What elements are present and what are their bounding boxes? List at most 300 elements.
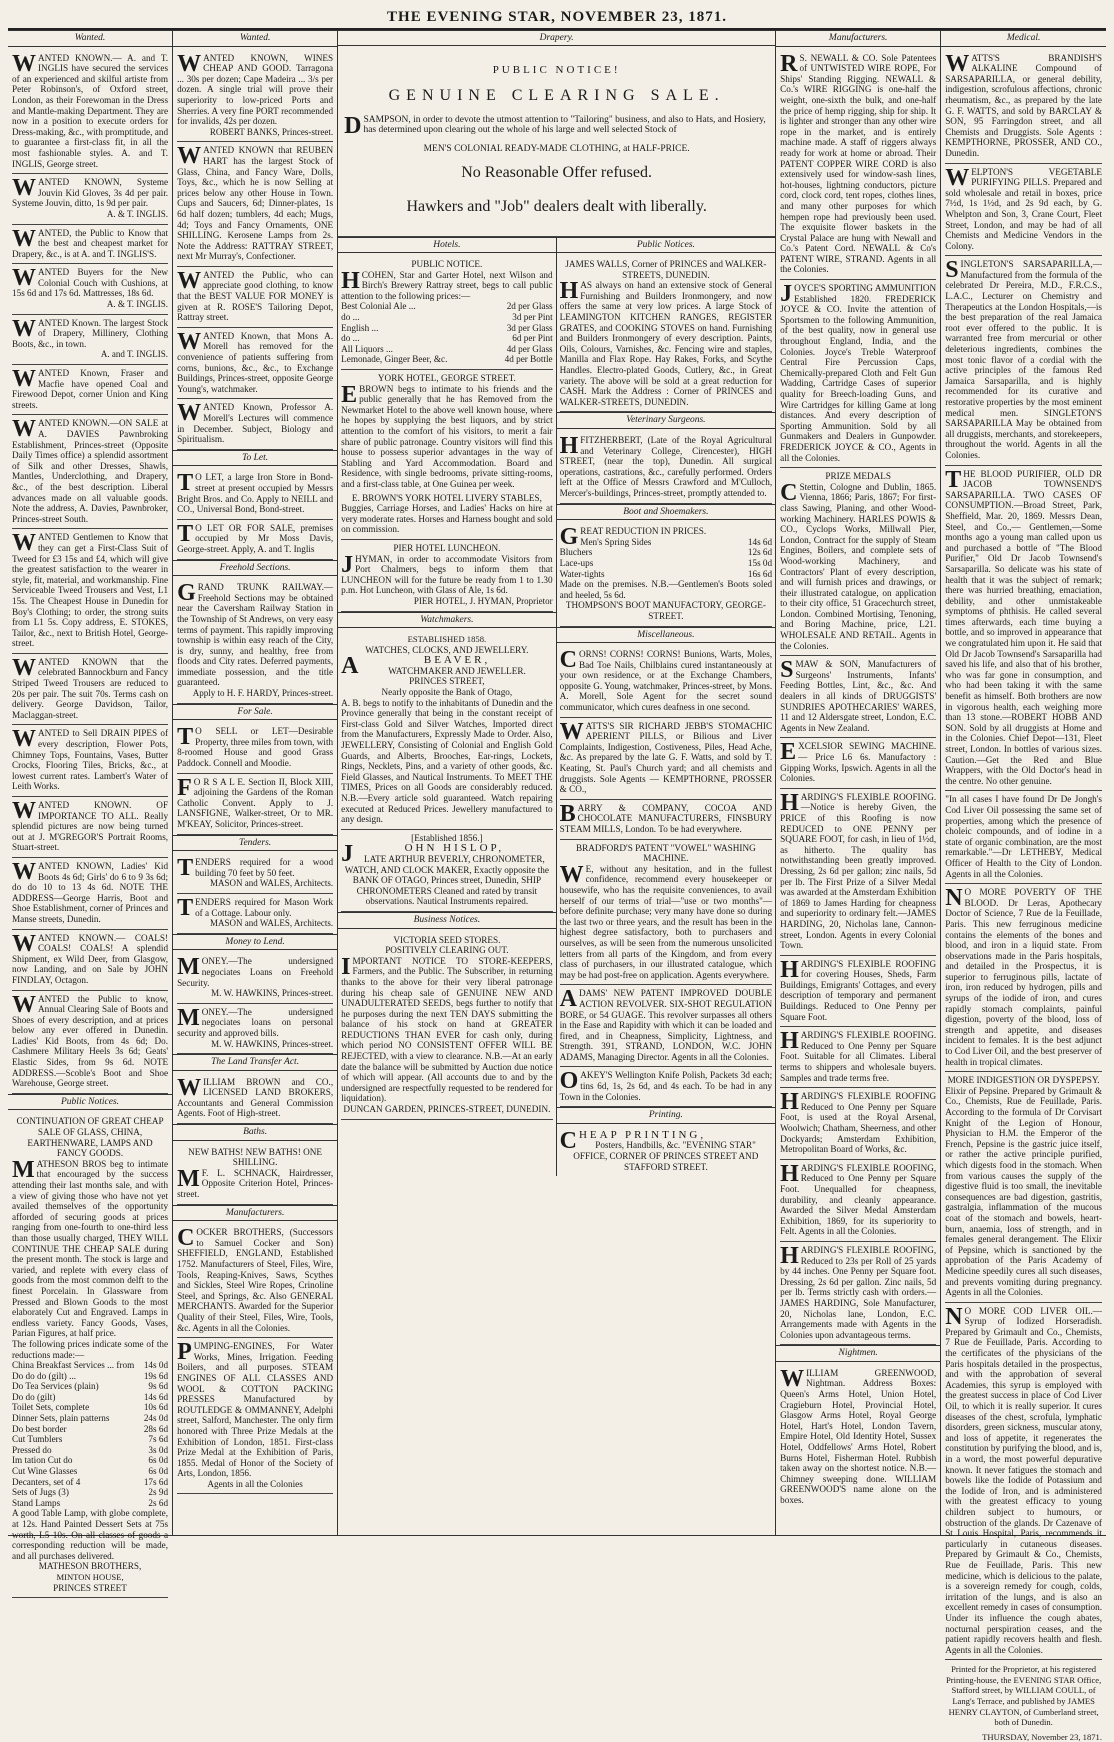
tender-ad xyxy=(177,854,333,894)
freehold-ad xyxy=(177,579,333,704)
ad-text: ANTED to Sell DRAIN PIPES of every description, Flower Pots, Chimney Tops, Fountains, Vases, Butter Crocks, Flooring Tiles, Bricks, &c., at lowest current rates. Lambert's Water of Leith Works. xyxy=(12,728,169,792)
ad-text: S. NEWALL & CO. Sole Patentees of UNTWISTED WIRE ROPE, For Ships' Standing Rigging. NEWALL & Co.'s WIRE RIGGING is one-half the weight, one-sixth the bulk, and one-half the price of hemp rigging, ship for ship. It is lighter and stronger than any other wire rope in the market, and is entirely machine made. A staff of riggers always ready for work at home or abroad. Their PATENT COPPER WIRE CORD is also extensively used for window-sash lines, hot-houses, lightning conductors, picture cord, clock cord, tent ropes, clothes lines, and many other purposes for which hempen rope had previously been used. The exquisite flower baskets in the Crystal Palace are hung with Newall and Co.'s Patent Cord. NEWALL & Co's PATENT WIRE, STRAND. Agents in all the Colonies. xyxy=(780,52,937,275)
section-heading: Watchmakers. xyxy=(337,612,557,629)
price-row xyxy=(560,558,773,569)
price-value: 4d per Glass xyxy=(506,343,553,354)
wanted-ad xyxy=(12,654,168,726)
drop-cap: N xyxy=(945,885,963,912)
price-value: 19s 6d xyxy=(143,1370,169,1381)
price-value: 3s 0d xyxy=(148,1444,169,1455)
ad-headline: PUBLIC NOTICE. xyxy=(411,259,483,270)
drop-cap: W xyxy=(177,328,202,355)
drop-cap: H xyxy=(780,1160,799,1187)
ad-text: A. B. begs to notify to the inhabitants of Dunedin and the Province generally that being in the constant receipt of First-class Gold and Silver Watches, Imported direct from the Manufacturers, Expressly Made to Order. Also, JEWELLERY, Consisting of Colonial and English Gold Guards, and Alberts, Brooches, Ear-rings, Lockets, Rings, Necklets, Pins, and a variety of other goods, &c. Field Glasses, and Nautical Instruments. To MEET THE TIMES, Prices on all Goods are considerably reduced. N.B.—Every article sold guaranteed. Watch repairing executed at Reduced Prices. Jewellery manufactured to any design. xyxy=(341,697,553,825)
wanted-ad xyxy=(12,725,168,797)
ad-text: HE BLOOD PURIFIER, OLD DR JACOB TOWNSEND'S SARSAPARILLA. TWO CASES OF CONSUMPTION.—Broad Street, Park, Sheffield, Mar. 20, 1869. Messrs Dean, Steel, and Co.,— Gentlemen,—Some months ago a young man called upon us and purchased a bottle of "The Blood Purifier," Old Dr Jacob Townsend's Sarsaparilla. So delicate was his state of health that it was the subject of remark; there was hurried breathing, emaciation, debility, and other unmistakeable symptoms of phthisis. He called several times afterwards, each time buying a bottle, and so improved in appearance that we congratulated him upon it. He said that Old Dr Jacob Townsend's Sarsaparilla had saved his life, and also that of his brother, who was far gone in consumption, and who had been taking it with the same benefit as himself. Both brothers are now in vigorous health, each weighing more than 13 stone.—ROBERT HOBB AND SON. Sold by all druggists at Home and in the Colonies. Chief Depot—131, Fleet street, London. In bottles of various sizes. Caution.—Get the Red and Blue Wrappers, with the Old Doctor's head in the centre. No other genuine. xyxy=(945,468,1102,786)
drop-cap: G xyxy=(559,524,579,551)
ad-text: MAW & SON, Manufacturers of Surgeons' Instruments, Infants' Feeding Bottles, Lint, &c., &c. And dealers in all kinds of DRUGGISTS' SUNDRIES APOTHECARIES' WARES, 11 and 12 Aldersgate street, London, E.C. Agents in New Zealand. xyxy=(780,659,937,733)
price-row xyxy=(12,1445,168,1456)
column-6 xyxy=(941,30,1106,1742)
drop-cap: C xyxy=(559,647,577,674)
ad-text: ANTED Buyers for the New Colonial Couch with Cushions, at 15s 6d and 17s 6d. Mattresses, 18s 6d. xyxy=(12,267,169,299)
drop-cap: D xyxy=(344,112,362,139)
drop-cap: F xyxy=(177,774,192,801)
price-value: 24s 0d xyxy=(143,1413,169,1424)
ad-text: Posters, Handbills, &c. "EVENING STAR" OFFICE, CORNER OF PRINCES STREET AND STAFFORD STREET. xyxy=(573,1140,759,1172)
drop-cap: B xyxy=(559,800,576,827)
price-row xyxy=(560,569,773,580)
washing-machine-ad xyxy=(560,840,773,986)
drop-cap: T xyxy=(177,855,194,882)
ad-text: O MORE POVERTY OF THE BLOOD. Dr Leras, Apothecary Doctor of Science, 7 Rue de la Feuillade, Paris. This new ferruginous medicine contains the elements of the bones and blood, and iron in a liquid state. From observations made in the Paris hospitals, and detailed in the Prospectus, it is superior to ferruginous pills, lactate of iron, iron reduced by hydrogen, pills and syrups of the iodide of iron, and cures rapidly stomach complaints, painful digestion, poverty of the blood, loss of strength and appetite, and diseases incident to females. It is the best adjunct to Cod Liver Oil, and the best preserver of health in tropical climates. xyxy=(945,887,1102,1067)
section-heading: Nightmen. xyxy=(776,1345,940,1362)
harding2-ad xyxy=(780,956,936,1028)
price-item: Toilet Sets, complete xyxy=(12,1402,90,1413)
ad-signature: A. & T. INGLIS. xyxy=(106,208,169,219)
ad-signature: MINTON HOUSE, xyxy=(56,1571,124,1582)
ad-headline: ESTABLISHED 1858. xyxy=(407,634,487,645)
ad-text: COHEN, Star and Garter Hotel, next Wilson and Birch's Brewery Rattray street, begs to call public attention to the following prices:— xyxy=(341,269,553,301)
price-row xyxy=(12,1455,168,1466)
ad-text: A good Table Lamp, with globe complete, at 12s. Hand Painted Dessert Sets at 75s worth, L5 10s. On all classes of goods a corresponding reduction will be made, and all purchases delivered. xyxy=(12,1508,169,1561)
ad-text: ANTED the Public, who can appreciate good clothing, to know that the BEST VALUE FOR MONEY is given at R. ROSE'S Tailoring Depot, Rattray street. xyxy=(177,269,334,323)
price-row xyxy=(560,547,773,558)
ad-text: ARDING'S FLEXIBLE ROOFING. Reduced to One Penny per Square Foot. Suitable for all Climates. Liberal terms to shippers and wholesale buyers. Samples and trade terms free. xyxy=(780,1030,937,1083)
price-value: 7s 6d xyxy=(148,1434,169,1445)
price-item: All Liquors ... xyxy=(341,343,393,354)
wanted-ad xyxy=(12,797,168,858)
ad-text: ARDING'S FLEXIBLE ROOFING, Reduced to One Penny per Square Foot. Unequalled for cheapness, durability, and cleanly appearance. Awarded the Silver Medal Amsterdam Exhibition, 1869, for its superiority to Felt. Agents in all the Colonies. xyxy=(780,1162,937,1237)
beaver-ad xyxy=(341,631,553,830)
ad-signature: DUNCAN GARDEN, PRINCES-STREET, DUNEDIN. xyxy=(343,1104,551,1115)
drop-cap: W xyxy=(12,726,36,753)
ad-text: ARDING'S FLEXIBLE ROOFING for covering Houses, Sheds, Farm Buildings, Emigrants' Cottages, and every description of temporary and permanent Buildings. Reduced to One Penny per Square Foot. xyxy=(780,958,937,1022)
ad-text: ONEY.—The undersigned negociates Loans on Freehold Security. xyxy=(177,956,334,988)
section-heading: Wanted. xyxy=(8,30,172,47)
price-item: Do do do (gilt) ... xyxy=(12,1370,77,1381)
maw-ad xyxy=(780,656,936,738)
masthead: THE EVENING STAR, NOVEMBER 23, 1871. xyxy=(8,6,1106,30)
ad-headline: VICTORIA SEED STORES. xyxy=(393,934,501,945)
ad-headline: [Established 1856.] xyxy=(411,832,483,843)
price-value: 6s 0d xyxy=(148,1466,169,1477)
drop-cap: W xyxy=(177,1074,202,1101)
ad-signature: A. and T. INGLIS. xyxy=(100,349,169,360)
wanted-ad xyxy=(12,315,168,365)
cocker-ad xyxy=(177,1224,333,1338)
ad-text: ANTED KNOWN, WINES CHEAP AND GOOD. Tarragona ... 30s per dozen; Cape Madeira ... 3/s per dozen. A single trial will prove their superiority to low-priced Ports and Sherries. A very fine PORT recommended for invalids, 42s per dozen. xyxy=(177,52,334,127)
walls-ad xyxy=(560,256,773,412)
price-item: do ... xyxy=(341,312,360,323)
price-value: 2s 9d xyxy=(148,1487,169,1498)
ad-text: "In all cases I have found Dr De Jongh's Cod Liver Oil possessing the same set of properties, among which the presence of choleic compounds, and of iodine in a state of organic combination, are the most remarkable."—Dr LETHEBY, Medical Officer of Health to the City of London. Agents in all the Colonies. xyxy=(945,794,1102,879)
ad-text: ANTED KNOWN, Ladies' Kid Boots 4s 6d; Girls' do 6 to 9 3s 6d; do do 10 to 13 4s 6d. NOTE THE ADDRESS—George Harris, Boot and Shoe Establishment, corner of Princes and Manse streets, Dunedin. xyxy=(12,860,169,924)
ad-text: ARDING'S FLEXIBLE ROOFING. —Notice is hereby Given, the PRICE of this Roofing is now REDUCED to ONE PENNY per SQUARE FOOT, for cash, in lieu of 1½d, as hitherto. The quality has notwithstanding been greatly improved. Dressing, 2s 6d per gallon; zinc nails, 5d per lb. The First Prize of a Silver Medal was awarded at the Amsterdam Exhibition of 1869 to James Harding for cheapness and superiority to ordinary felt.—JAMES HARDING, 20, Nicholas lane, Cannon-street, London. Agents in every Colonial Town. xyxy=(780,791,937,951)
continuation-ad xyxy=(12,1113,168,1598)
price-value: 12s 6d xyxy=(747,547,773,558)
ad-signature: ROBERT BANKS, Princes-street. xyxy=(209,126,334,137)
drop-cap: H xyxy=(780,1089,799,1116)
ad-text: ANTED KNOWN that REUBEN HART has the largest Stock of Glass, China, and Fancy Ware, Dolls, Toys, &c., which he is now Selling at prices below any other House in Town. Cups and Saucers, 6d; Dinner-plates, 1s 6d half dozen; tumblers, 4d each; Mugs, 4d; Toys and Fancy Ornaments, ONE SHILLING. Kerosene Lamps from 2s. Note the Address: RATTRAY STREET, next Mr Murray's, Confectioner. xyxy=(177,145,334,262)
pumping-ad xyxy=(177,1338,333,1494)
ad-text: ATTS'S BRANDISH'S ALKALINE Compound of SARSAPARILLA, or general debility, indigestion, scrofulous affections, chronic rheumatism, &c., as prepared by the late G. F. WATTS, and sold by BARCLAY & SON, 95 Farringdon street, and all Chemists and Druggists. Sole Agents : KEMPTHORNE, PROSSER, AND CO., Dunedin. xyxy=(945,52,1102,158)
section-heading: Boot and Shoemakers. xyxy=(556,504,777,521)
ad-signature: PRINCES STREET xyxy=(53,1582,127,1593)
ad-text: FITZHERBERT, (Late of the Royal Agricultural and Veterinary College, Cirencester), HIGH STREET, (near the top), Dunedin. All surgical operations, castrations, &c., carefully performed. Orders left at the Office of Messrs Crawford and M'Culloch, Mercer's-buildings, Princes-street, promptly attended to. xyxy=(559,435,773,498)
ad-text: INGLETON'S SARSAPARILLA,— Manufactured from the formula of the celebrated Dr Pereira, M.D., F.R.C.S., L.A.C., Lecturer on Chemistry and Therapeutics at the London Hospitals,—is the best preparation of the real Jamaica root ever offered to the public. It is warranted free from mercurial or other deleterious ingredients, combines the most tonic flavor of a cordial with the active principles of the famous Red Jamaica Sarsaparilla, and is highly recommended for its curative and restorative properties by the most eminent medical men. SINGLETON'S SARSAPARILLA May be obtained from all druggists, merchants, and storekeepers, throughout the world. Agents in all the Colonies. xyxy=(945,259,1102,460)
printer-note: Printed for the Proprietor, at his registered Printing-house, the EVENING STAR Office, Stafford street, by WILLIAM COULL, of Lang's Terrace, and published by JAMES HENRY CLAYTON, of Cumberland street, both of Dunedin. xyxy=(945,1664,1102,1728)
wanted-ad xyxy=(12,529,168,654)
drop-cap: W xyxy=(945,50,970,77)
price-row xyxy=(341,344,553,355)
boots-ad xyxy=(560,523,773,626)
drop-cap: C xyxy=(559,1127,577,1154)
ad-text: ANTED Known, that Mons A. Morell has removed for the convenience of patients suffering from corns, bunions, &c., &c., to Exchange Buildings, Princes-street, opposite George Young's, watchmaker. xyxy=(177,330,334,394)
price-item: Do best border xyxy=(12,1423,67,1434)
price-item: Lace-ups xyxy=(559,557,594,568)
ad-text: AKEY'S Wellington Knife Polish, Packets 3d each; tins 6d, 1s, 2s 6d, and 4s each. To be had in any Town in the Colonies. xyxy=(559,1070,773,1102)
drop-cap: W xyxy=(177,143,202,170)
drop-cap: W xyxy=(12,858,36,885)
hotel-ad xyxy=(341,256,553,370)
section-heading: Wanted. xyxy=(173,30,337,47)
ad-text: E, without any hesitation, and in the fullest confidence, recommend every housekeeper or housewife, who has the requisite conveniences, to avail herself of our terms of trial—"use or two months"—before definite purchase; very many have done so during the last two or three years, and the result has been in the highest degree satisfactory, both to purchasers and ourselves, as will be seen from the numerous unsolicited letters from all parts of the Kingdom, and from every class of purchasers, in our illustrated catalogue, which may be had post-free on application. Agents everywhere. xyxy=(559,863,773,980)
drop-cap: T xyxy=(177,520,194,547)
drop-cap: W xyxy=(12,225,36,252)
nightman-ad xyxy=(780,1365,936,1510)
price-value: 16s 6d xyxy=(747,568,773,579)
york-hotel-ad xyxy=(341,370,553,540)
ad-text: PRINCES STREET, xyxy=(409,676,485,687)
ad-headline: REAT REDUCTION IN PRICES. xyxy=(580,526,707,537)
to-let-ad xyxy=(177,520,333,560)
wanted-ad xyxy=(12,225,168,265)
singleton-ad xyxy=(945,256,1102,465)
drop-cap: W xyxy=(780,1365,805,1392)
price-item: Bluchers xyxy=(559,547,593,558)
issue-date: THURSDAY, November 23, 1871. xyxy=(982,1731,1102,1742)
ad-text: ANTED KNOWN.— COALS! COALS! COALS! A splendid Shipment, ex Wild Deer, from Glasgow, now Landing, and on Sale by JOHN FINDLAY, Octagon. xyxy=(12,932,169,985)
ad-text: ILLIAM GREENWOOD, Nightman. Address Boxes: Queen's Arms Hotel, Union Hotel, Cragieburn Hotel, Provincial Hotel, Glasgow Arms Hotel, Royal George Hotel, Hart's Hotel, London Tavern, Empire Hotel, Old Identity Hotel, Sussex Hotel, Oddfellows' Arms Hotel, Robert Burns Hotel, Fisherman Hotel. Rubbish taken away on the shortest notice. N.B.—Chimney sweeping done. WILLIAM GREENWOOD'S name alone on the boxes. xyxy=(780,1367,937,1505)
ad-text: ANTED KNOWN.—ON SALE at A. DAVIES Pawnbroking Establishment, Princes-street (Opposite Daily Times office) a splendid assortment of Silk and other Dresses, Shawls, Mantles, Underclothing, and Drapery, &c., of the best description. Liberal advances made on all valuable goods. Note the address, A. Davies, Pawnbroker, Princes-street South. xyxy=(12,418,169,524)
ad-text: ANTED Gentlemen to Know that they can get a First-Class Suit of Tweed for £3 15s and £4, which will give the greatest satisfaction to the wearer in style, fit, material, and workmanship. Fine Serviceable Tweed Trousers and Vest, L1 15s. The Cheapest House in Dunedin for Boy's Clothing; to order, the strong suits from L1 5s. Copy address, E. STOKES, Tailor, &c., next to British Hotel, George-street. xyxy=(12,532,169,649)
price-item: Do Tea Services (plain) xyxy=(12,1381,99,1392)
drop-cap: J xyxy=(341,841,355,868)
harding4-ad xyxy=(780,1088,936,1160)
ad-text: AS always on hand an extensive stock of General Furnishing and Builders Ironmongery, and now offers the same at very low prices. A large Stock of LEAMINGTON KITCHEN RANGES, REGISTER GRATES, and COOKING STOVES on hand. Furnishing and Builders Ironmongery of every description. Paints, Oils, Colours, Varnishes, &c. Fencing wire and staples, Manilla and Flax Rope. Hay Rakes, Forks, and Scythe Handles. Electro-plated Goods, Cutlery, &c., in Great variety. The above will be sold at a great reduction for CASH. Mark the Address : Corner of PRINCES and WALKER-STREETS, DUNEDIN. xyxy=(559,280,773,407)
section-heading: To Let. xyxy=(173,450,337,467)
drop-cap: I xyxy=(341,953,351,980)
price-row xyxy=(12,1498,168,1509)
section-heading: Baths. xyxy=(173,1124,337,1141)
ad-text: XCELSIOR SEWING MACHINE.— Price L6 6s. Manufactory : Gipping Works, Ipswich. Agents in all the Colonies. xyxy=(780,741,937,784)
ad-text: ATHESON BROS beg to intimate that encouraged by the success attending their last months sale, and with a view of giving those who have not yet availed themselves of the opportunity afforded of securing goods at prices ranging from one-fourth to one-third less than those usually charged, THEY WILL CONTINUE THE CHEAP SALE during the present month. The stock is large and varied, and replete with every class of goods from the most common delft to the finest Porcelain. In Glassware from Pressed and Blown Goods to the most elaborately Cut and Engraved. Lamps in endless variety. Fancy Goods, Vases, Parian Figures, at half price. xyxy=(12,1158,169,1339)
ad-headline: GENUINE CLEARING SALE. xyxy=(388,87,725,104)
drop-cap: E xyxy=(780,739,797,766)
drop-cap: S xyxy=(945,257,959,284)
price-item: China Breakfast Services ... from xyxy=(12,1360,135,1371)
ad-text: ONEY.—The undersigned negociates loans on personal security and approved bills. xyxy=(177,1006,334,1038)
drop-cap: H xyxy=(780,1028,799,1055)
price-row xyxy=(12,1371,168,1382)
price-row xyxy=(12,1487,168,1498)
ad-text: ORNS! CORNS! CORNS! Bunions, Warts, Moles, Bad Toe Nails, Chilblains cured instantaneously at your own residence, or at the Exchange Chambers, opposite G. Young, watchmaker, Princes-street, by Mons. A. Morell, Sole Agent for the secret sound communicator, which cures deafness in one second. xyxy=(559,649,773,713)
price-item: Water-tights xyxy=(559,568,605,579)
for-sale-ad xyxy=(177,774,333,835)
ad-text: OYCE'S SPORTING AMMUNITION Established 1820. FREDERICK JOYCE & CO. Invite the attention of Sportsmen to the following Ammunition, of the best quality, now in general use throughout England, India, and the Colonies. Joyce's Treble Waterproof Central Fire Percussion Caps, Chemically-prepared Cloth and Felt Gun Wadding, Cartridge Cases of superior quality for Breech-loading Guns, and Wire Cartridges for killing Game at long distances. And every description of Sporting Ammunition. Sold by all Gunmakers and Dealers in Gunpowder. FREDERICK JOYCE & CO., Agents in all the Colonies. xyxy=(780,283,937,463)
ad-text: ANTED KNOWN that the celebrated Bannockburn and Fancy Striped Tweed Trousers are reduced to 20s per pair. The suit 70s. Terms cash on delivery. George Davidson, Tailor, Maclaggan-street. xyxy=(12,656,169,720)
column-2 xyxy=(173,30,338,1535)
ad-text: LATE ARTHUR BEVERLY, CHRONOMETER, WATCH, AND CLOCK MAKER, Exactly opposite the BANK OF OTAGO, Princes street, Dunedin, SHIP CHRONOMETERS Cleaned and rated by transit observations. Nautical Instruments repaired. xyxy=(344,853,549,907)
ad-headline: WATCHES, CLOCKS, AND JEWELLERY. xyxy=(365,644,529,655)
price-list xyxy=(560,537,773,579)
drop-cap: W xyxy=(12,366,36,393)
ad-text: ANTED KNOWN.— A. and T. INGLIS have secured the services of an experienced and skilful artiste from Peter Robinson's, of Oxford street, London, as their Forewoman in the Dress and Mantle-making Department. They are now in a position to execute orders for Dress-making, &c., with promptitude, and to guarantee a first-class fit, in all the most fashionable styles. A. and T. INGLIS, George street. xyxy=(12,52,169,169)
jongh-ad xyxy=(945,791,1102,884)
harding5-ad xyxy=(780,1160,936,1242)
drop-cap: G xyxy=(177,580,196,607)
victoria-seed-ad xyxy=(341,932,553,1120)
price-item: Cut Tumblers xyxy=(12,1434,63,1445)
ad-headline: BRADFORD'S PATENT "VOWEL" WASHING MACHINE. xyxy=(576,842,756,864)
section-heading: Money to Lend. xyxy=(173,934,337,951)
price-list xyxy=(12,1360,168,1508)
price-item: Do do (gilt) xyxy=(12,1391,56,1402)
price-row xyxy=(341,301,553,312)
wanted-ad xyxy=(177,328,333,400)
drop-cap: W xyxy=(12,991,36,1018)
ad-text: DAMS' NEW PATENT IMPROVED DOUBLE ACTION REVOLVER. SIX-SHOT REGULATION BORE, or 54 GUAGE. This revolver surpasses all others in the Ease and Rapidity with which it can be loaded and fired, and in Cheapness, Simplicity, Lightness, and Strength. 391, STRAND, LONDON, W.C. JOHN ADAMS, Managing Director. Agents in all the Colonies. xyxy=(559,988,773,1062)
ad-signature: MATHESON BROTHERS, xyxy=(38,1561,142,1572)
price-item: Stand Lamps xyxy=(12,1497,61,1508)
price-row xyxy=(12,1381,168,1392)
price-row xyxy=(12,1466,168,1477)
printing-ad xyxy=(560,1127,773,1176)
ad-signature: THOMPSON'S BOOT MANUFACTORY, GEORGE-STREET. xyxy=(565,600,766,621)
ad-signature: M. W. HAWKINS, Princes-street. xyxy=(211,988,334,999)
wanted-ad xyxy=(12,174,168,224)
drop-cap: O xyxy=(559,1068,579,1095)
wanted-ad xyxy=(177,142,333,267)
ad-text: ILLIAM BROWN and CO., LICENSED LAND BROKERS, Accountants and General Commission Agents. Foot of High-street. xyxy=(177,1076,334,1119)
drop-cap: W xyxy=(559,861,584,888)
ad-headline: CONTINUATION OF GREAT CHEAP SALE OF GLASS, CHINA, EARTHENWARE, LAMPS AND FANCY GOODS. xyxy=(16,1116,164,1159)
wanted-ad xyxy=(12,50,168,175)
ad-title: OHN HISLOP, xyxy=(404,842,505,855)
price-item: Cut Wine Glasses xyxy=(12,1466,78,1477)
section-heading: Printing. xyxy=(556,1107,777,1124)
ad-text: OCKER BROTHERS, (Successors to Samuel Cocker and Son) SHEFFIELD, ENGLAND, Established 1752. Manufacturers of Steel, Files, Wire, Tools, Reaping-Knives, Saws, Scythes and Sickles, Steel Wire Ropes, Crinoline Steel, and Springs, &c. Also GENERAL MERCHANTS. Awarded for the Superior Quality of their Steel, Files, Wire, Tools, &c. Agents in all the Colonies. xyxy=(177,1227,334,1333)
ad-signature: A. & T. INGLIS. xyxy=(106,299,169,310)
section-heading: Manufacturers. xyxy=(173,1205,337,1222)
ad-headline: YORK HOTEL, GEORGE STREET. xyxy=(377,373,516,384)
drop-cap: H xyxy=(559,433,579,459)
price-row xyxy=(580,537,772,548)
price-row xyxy=(12,1424,168,1435)
price-value: 6s 0d xyxy=(148,1455,169,1466)
drop-cap: E xyxy=(341,381,358,408)
column-4 xyxy=(557,237,776,1177)
ad-headline: MORE INDIGESTION OR DYSPEPSY. xyxy=(947,1075,1100,1086)
price-value: 17s 6d xyxy=(143,1476,169,1487)
price-row xyxy=(341,312,553,323)
price-row xyxy=(12,1360,168,1371)
ad-headline: JAMES WALLS, Corner of PRINCES and WALKER-STREETS, DUNEDIN. xyxy=(565,259,767,280)
tender-ad xyxy=(177,894,333,934)
price-item: Dinner Sets, plain patterns xyxy=(12,1413,110,1424)
drop-cap: C xyxy=(177,1225,195,1252)
section-heading: Miscellaneous. xyxy=(556,627,777,644)
price-row xyxy=(12,1477,168,1488)
ad-headline: PRIZE MEDALS xyxy=(825,471,891,482)
ad-text: SAMPSON, in order to devote the utmost attention to "Tailoring" business, and also to Hats, and Hosiery, has determined upon clearing out the whole of his large and well selected Stock of xyxy=(363,114,766,135)
price-row xyxy=(12,1392,168,1403)
ad-headline: POSITIVELY CLEARING OUT. xyxy=(385,945,509,956)
ad-text: ANTED, the Public to Know that the best and cheapest market for Drapery, &c., is at A. and T. INGLIS'S. xyxy=(12,227,169,259)
money-ad xyxy=(177,953,333,1003)
ad-text: No Reasonable Offer refused. xyxy=(461,163,652,181)
ad-text: Made on the premises. N.B.—Gentlemen's Boots soled and heeled, 5s 6d. xyxy=(559,579,773,600)
drop-cap: W xyxy=(12,50,36,77)
price-item: Lemonade, Ginger Beer, &c. xyxy=(341,354,448,365)
ad-text: ENDERS required for Mason Work of a Cottage. Labour only. xyxy=(195,896,334,918)
drop-cap: W xyxy=(559,718,584,745)
ad-text: F. L. SCHNACK, Hairdresser, Opposite Criterion Hotel, Princes-street. xyxy=(177,1167,334,1200)
drop-cap: H xyxy=(780,1242,799,1269)
section-heading: Business Notices. xyxy=(337,912,557,929)
ad-signature: Apply to H. F. HARDY, Princes-street. xyxy=(192,688,334,699)
price-row xyxy=(12,1434,168,1445)
ad-text: ENDERS required for a wood building 70 feet by 50 feet. xyxy=(195,857,334,878)
section-heading: Hotels. xyxy=(337,237,557,254)
money-ad xyxy=(177,1004,333,1054)
ad-text: ANTED Known. The largest Stock of Drapery, Millinery, Clothing Boots, &c., in town. xyxy=(12,317,169,349)
ad-text: BROWN begs to intimate to his friends and the public generally that he has Removed from the Newmarket Hotel to the above well known house, where he hopes by supplying the best liquors, and by strict attention to the comfort of his visitors, to merit a fair share of public patronage. Country visitors will find this house to possess superior advantages in the way of Stabling and Yard Accommodation. Board and Residence, with single bedrooms, private sitting-rooms, and a first-class table, at One Guinea per week. xyxy=(341,383,553,489)
joyce-ad xyxy=(780,280,936,468)
pier-hotel-ad xyxy=(341,540,553,612)
ad-text: ANTED the Public to know, Annual Clearing Sale of Boots and Shoes of every description, and at prices below any ever offered in Dunedin. Ladies' Kid Boots, from 4s 6d; Do. Cashmere Military Heels 3s 6d; Geats' Elastic Sides, from 9s 6d. NOTE ADDRESS.—Scoble's Boot and Shoe Warehouse, George street. xyxy=(12,993,169,1089)
price-item: Im tation Cut do xyxy=(12,1455,73,1466)
column-5 xyxy=(776,30,941,1535)
price-row xyxy=(12,1402,168,1413)
drop-cap: A xyxy=(341,653,360,680)
section-heading: Freehold Sections. xyxy=(173,560,337,577)
wanted-ad xyxy=(177,399,333,449)
ad-headline: E. BROWN'S YORK HOTEL LIVERY STABLES, xyxy=(351,492,542,503)
drop-cap: T xyxy=(945,466,962,493)
price-value: 15s 0d xyxy=(747,557,773,568)
revolver-ad xyxy=(560,985,773,1067)
ad-text: ARDING'S FLEXIBLE ROOFING Reduced to One Penny per Square Foot, is used at the Royal Arsenal, Woolwich; Chatham, Sheerness, and other Dockyards; Amsterdam Exhibition, Metropolitan Board of Works, &c. xyxy=(780,1091,937,1155)
ad-text: O LET, a large Iron Store in Bond-street at present occupied by Messrs Bright Bros. and Co. Apply to NEILL and CO., Universal Bond, Bond-street. xyxy=(177,472,334,515)
ad-text: ANTED KNOWN. OF IMPORTANCE TO ALL. Really splendid pictures are now being turned out at J. M'GREGOR'S Portrait Rooms, Stuart-street. xyxy=(12,800,169,853)
price-item: Sets of Jugs (3) xyxy=(12,1487,69,1498)
sub-columns xyxy=(338,237,775,1177)
wanted-ad xyxy=(12,264,168,314)
price-item: Pressed do xyxy=(12,1444,52,1455)
section-heading: Medical. xyxy=(941,30,1106,47)
price-value: 3d per Glass xyxy=(506,322,553,333)
harding6-ad xyxy=(780,1242,936,1345)
wanted-ad xyxy=(12,858,168,930)
section-heading: Veterinary Surgeons. xyxy=(556,412,777,429)
wanted-ad xyxy=(177,50,333,143)
ad-signature: PIER HOTEL, J. HYMAN, Proprietor xyxy=(413,595,553,606)
ad-signature: Agents in all the Colonies xyxy=(207,1478,303,1489)
section-heading: Tenders. xyxy=(173,835,337,852)
drop-cap: T xyxy=(177,724,194,751)
ad-text: O R S A L E. Section II, Block XIII, adjoining the Gardens of the Roman Catholic Convent. Apply to J. LANSFIGNE, Walker-street, Or to MR. M'KEAY, Solicitor, Princes-street. xyxy=(177,776,334,829)
drop-cap: H xyxy=(780,956,799,983)
ad-text: WATCHMAKER AND JEWELLER. xyxy=(388,665,526,676)
drop-cap: W xyxy=(12,530,36,557)
price-value: 14s 0d xyxy=(143,1360,169,1371)
ad-title: PUBLIC NOTICE! xyxy=(492,64,621,76)
drop-cap: W xyxy=(177,267,202,294)
ad-headline: HEAP PRINTING, xyxy=(578,1128,707,1141)
ad-headline: NEW BATHS! NEW BATHS! ONE SHILLING. xyxy=(188,1146,323,1168)
wanted-ad xyxy=(12,365,168,415)
price-value: 4d per Bottle xyxy=(504,354,553,365)
ad-signature: M. W. HAWKINS, Princes-street. xyxy=(211,1038,334,1049)
drop-cap: W xyxy=(177,400,202,427)
for-sale-ad xyxy=(177,723,333,773)
to-let-ad xyxy=(177,469,333,519)
ad-text: ARDING'S FLEXIBLE ROOFING, Reduced to 23s per Roll of 25 yards by 44 inches. One Penny per Square foot. Dressing, 2s 6d per gallon. Zinc nails, 5d per lb. Terms strictly cash with orders.—JAMES HARDING, Sole Manufacturer, 20, Nicholas lane, London, E.C. Arrangements made with Agents in the Colonies upon advantageous terms. xyxy=(780,1244,937,1340)
price-row xyxy=(341,354,553,365)
ad-title: BEAVER, xyxy=(423,654,491,667)
drapery-ad xyxy=(338,49,775,237)
ad-text: MEN'S COLONIAL READY-MADE CLOTHING, at HALF-PRICE. xyxy=(423,144,690,154)
drop-cap: W xyxy=(12,265,36,292)
ad-text: ANTED Known, Professor A. Morell's Lectures will commence in December. Subject, Biology and Spiritualism. xyxy=(177,402,334,445)
ad-text: ELPTON'S VEGETABLE PURIFYING PILLS. Prepared and sold wholesale and retail in boxes, price 7½d, 1s 1½d, and 2s 9d each, by G. Whelpton and Son, 3, Crane Court, Fleet Street, London, and may be had of all Chemists and Medicine Vendors in the Colony. xyxy=(945,166,1102,251)
price-value: 2s 6d xyxy=(148,1497,169,1508)
price-value: 2d per Glass xyxy=(506,301,553,312)
hislop-ad xyxy=(341,830,553,912)
drop-cap: W xyxy=(12,175,36,202)
column-1 xyxy=(8,30,173,1593)
price-value: 14s 6d xyxy=(143,1391,169,1402)
poverty-ad xyxy=(945,884,1102,1072)
drop-cap: R xyxy=(780,50,798,77)
wanted-ad xyxy=(12,930,168,991)
ad-text: HYMAN, in order to accommodate Visitors from Port Chalmers, begs to inform them that LUNCHEON will for the future be ready from 1 to 1.30 p.m. Hot Luncheon, with Glass of Ale, 1s 6d. xyxy=(341,553,553,596)
price-value: 28s 6d xyxy=(143,1423,169,1434)
barry-ad xyxy=(560,800,773,840)
vet-ad xyxy=(560,432,773,504)
drop-cap: W xyxy=(945,164,970,191)
columns xyxy=(8,30,1106,1742)
drop-cap: W xyxy=(12,315,36,342)
drop-cap: T xyxy=(177,470,194,497)
price-row xyxy=(12,1413,168,1424)
purifier-ad xyxy=(945,466,1102,792)
drop-cap: P xyxy=(177,1339,192,1366)
drop-cap: M xyxy=(12,1156,35,1183)
ad-text: O LET OR FOR SALE, premises occupied by Mr Moss Davis, George-street. Apply, A. and T. Inglis xyxy=(177,522,334,554)
ad-text: Hawkers and "Job" dealers dealt with liberally. xyxy=(406,197,707,215)
drop-cap: M xyxy=(177,954,200,981)
ad-text: MPORTANT NOTICE TO STORE-KEEPERS, Farmers, and the Public. The Subscriber, in returning thanks to the above for their very liberal patronage during his cheap sale of GENUINE NEW AND UNADULTERATED SEEDS, begs further to notify that he purposes during the next TEN DAYS submitting the balance of his stock on hand at GREATER REDUCTIONS THAN EVER for cash only, during which period NO CONSISTENT OFFER WILL BE REJECTED, with a view to clearance. N.B.—At an early date the balance will be submitted by Auction due notice of which will appear. (All accounts due to and by the undersigned are respectfully requested to be rendered for liquidation). xyxy=(341,955,553,1104)
drop-cap: H xyxy=(341,267,360,294)
drop-cap: W xyxy=(12,654,36,681)
codliver-ad xyxy=(945,1303,1102,1661)
drop-cap: J xyxy=(341,551,354,578)
price-value: 14s 6d xyxy=(747,536,773,547)
section-heading: Manufacturers. xyxy=(776,30,940,47)
powis-ad xyxy=(780,468,936,656)
